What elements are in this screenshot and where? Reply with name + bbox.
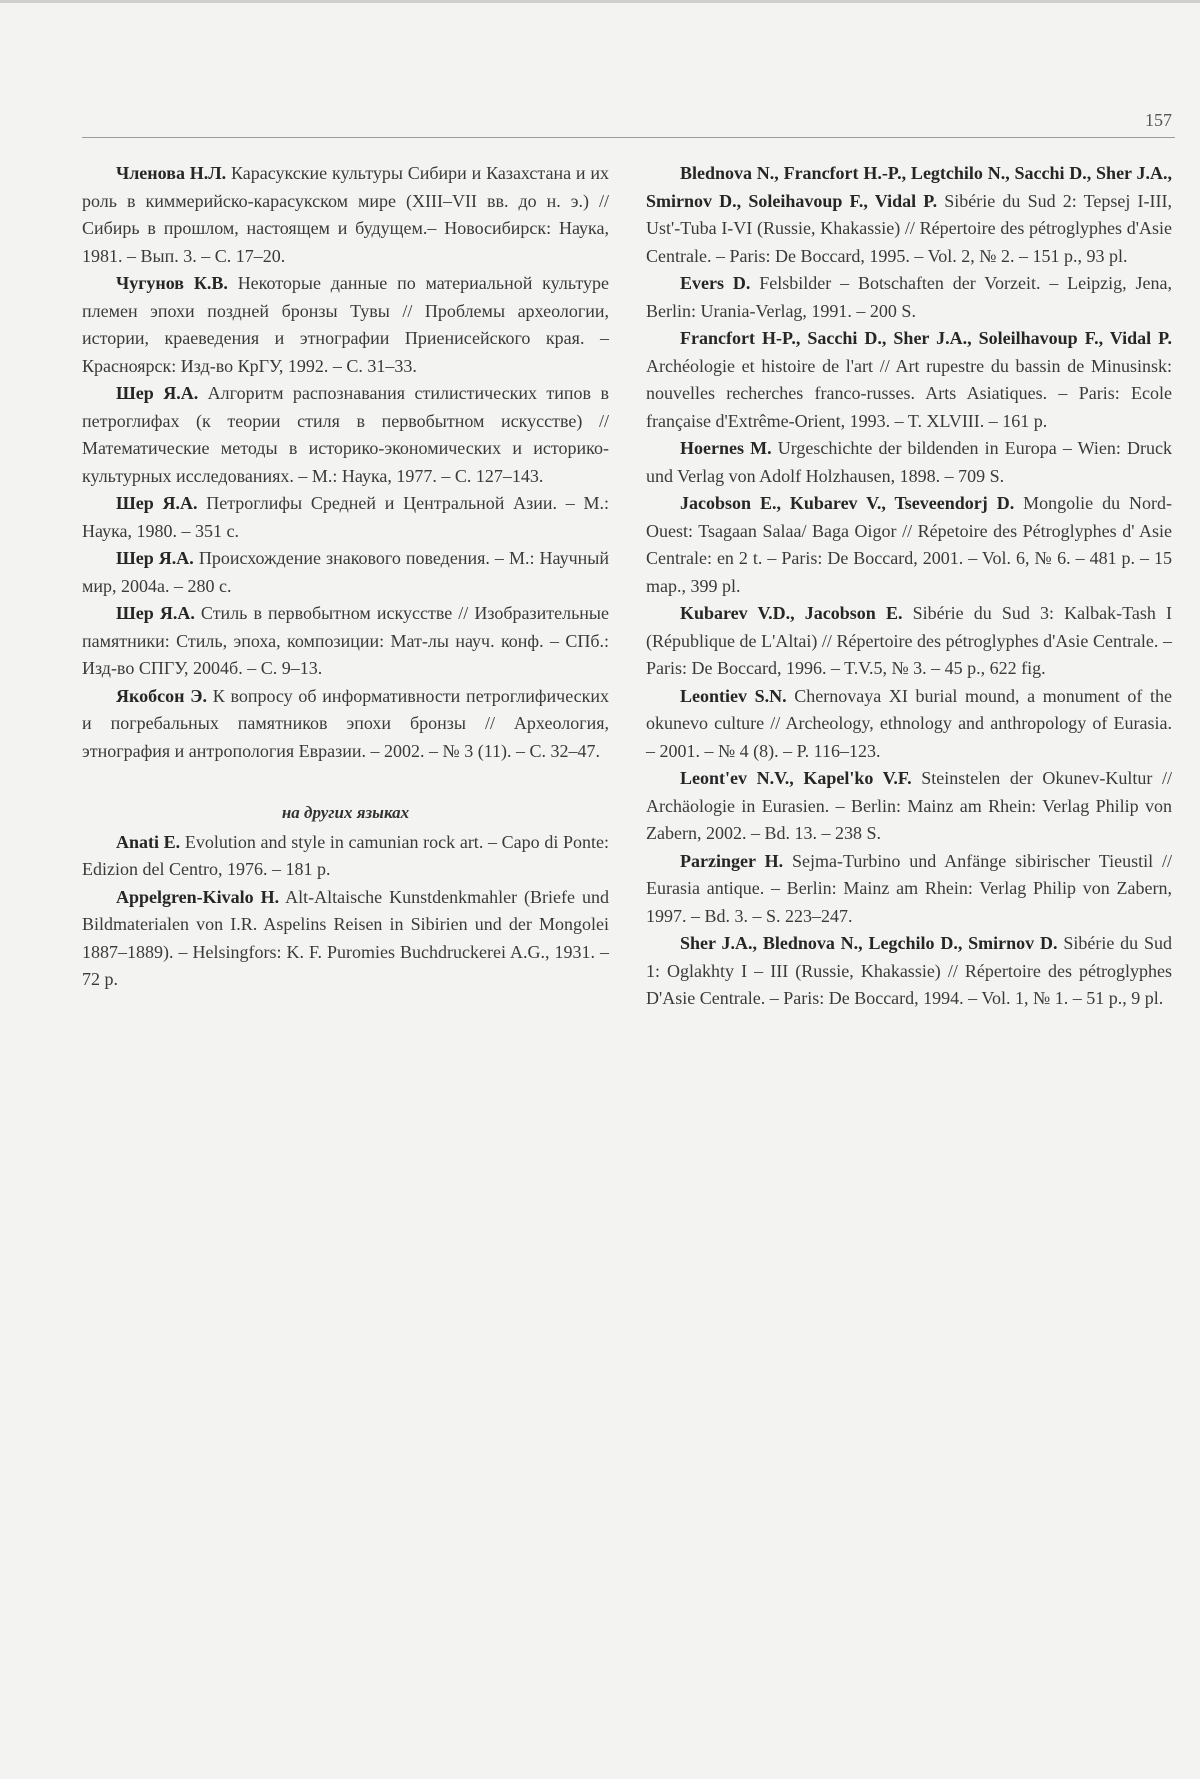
reference-entry (646, 930, 1172, 1013)
page-number: 157 (1145, 110, 1172, 130)
reference-text: Sibérie du Sud 2: Tepsej I-III, Ust'-Tuba I-VI (Russie, Khakassie) // Répertoire des pétroglyphes d'Asie Centrale. – Paris: De Boccard, 1995. – Vol. 2, № 2. – 151 p., 93 pl. (646, 190, 1172, 266)
reference-entry (646, 683, 1172, 766)
reference-author: Parzinger H. (680, 850, 784, 871)
reference-text: Sejma-Turbino und Anfänge sibirischer Tieustil // Eurasia antique. – Berlin: Mainz am Rhein: Verlag Philip von Zabern, 1997. – Bd. 3. – S. 223–247. (646, 850, 1173, 926)
reference-author: Evers D. (680, 273, 751, 293)
reference-author: Якобсон Э. (116, 685, 207, 706)
reference-text: Карасукские культуры Сибири и Казахстана и их роль в киммерийско-карасукском мире (XIII–VII вв. до н. э.) // Сибирь в прошлом, настоящем и будущем.– Новосибирск: Наука, 1981. – Вып. 3. – С. 17–20. (82, 163, 610, 266)
reference-entry (82, 884, 609, 994)
reference-entry (82, 490, 609, 545)
reference-text: Alt-Altaische Kunstdenkmahler (Briefe und Bildmaterialen von I.R. Aspelins Reisen in Sibirien und der Mongolei 1887–1889). – Helsingfors: K. F. Puromies Buchdruckerei A.G., 1931. – 72 p. (82, 886, 609, 989)
reference-text: Chernovaya XI burial mound, a monument of the okunevo culture // Archeology, ethnology and anthropology of Eurasia. – 2001. – № 4 (8). – P. 116–123. (646, 685, 1173, 761)
reference-author: Шер Я.А. (116, 603, 195, 623)
reference-text: Mongolie du Nord-Ouest: Tsagaan Salaa/ Baga Oigor // Répetoire des Pétroglyphes d' Asie Centrale: en 2 t. – Paris: De Boccard, 2001. – Vol. 6, № 6. – 481 p. – 15 map., 399 pl. (646, 493, 1173, 596)
reference-entry (646, 325, 1172, 435)
reference-text: Sibérie du Sud 3: Kalbak-Tash I (République de L'Altai) // Répertoire des pétroglyphes d'Asie Centrale. – Paris: De Boccard, 1996. – T.V.5, № 3. – 45 p., 622 fig. (646, 603, 1172, 678)
reference-entry (646, 435, 1172, 490)
reference-author: Blednova N., Francfort H.-P., Legtchilo N., Sacchi D., Sher J.A., Smirnov D., Soleihavoup F., Vidal P. (646, 163, 1172, 211)
reference-entry (82, 270, 609, 380)
reference-author: Anati E. (116, 831, 181, 852)
reference-author: Jacobson E., Kubarev V., Tseveendorj D. (680, 493, 1015, 513)
reference-text: Происхождение знакового поведения. – М.: Научный мир, 2004а. – 280 с. (82, 548, 609, 596)
foreign-references-continued (646, 160, 1172, 1013)
reference-text: Sibérie du Sud 1: Oglakhty I – III (Russie, Khakassie) // Répertoire des pétroglyphes D'Asie Centrale. – Paris: De Boccard, 1994. – Vol. 1, № 1. – 51 p., 9 pl. (646, 933, 1172, 1008)
reference-entry (82, 545, 609, 600)
reference-entry (82, 380, 609, 490)
reference-author: Шер Я.А. (116, 383, 199, 403)
reference-entry (646, 600, 1172, 683)
reference-text: Некоторые данные по материальной культуре племен эпохи поздней бронзы Тувы // Проблемы археологии, истории, краеведения и этнографии Приенисейского края. – Красноярск: Изд-во КрГУ, 1992. – С. 31–33. (82, 273, 609, 376)
reference-entry (82, 683, 609, 766)
reference-text: Петроглифы Средней и Центральной Азии. – М.: Наука, 1980. – 351 с. (82, 493, 610, 541)
reference-entry (82, 829, 609, 884)
reference-author: Членова Н.Л. (116, 163, 227, 183)
reference-text: Felsbilder – Botschaften der Vorzeit. – Leipzig, Jena, Berlin: Urania-Verlag, 1991. – 200 S. (646, 273, 1172, 321)
reference-text: Алгоритм распознавания стилистических типов в петроглифах (к теории стиля в первобытном искусстве) // Математические методы в историко-экономических и историко-культурных исследованиях. – М.: Наука, 1977. – С. 127–143. (82, 383, 609, 486)
reference-entry (646, 270, 1172, 325)
reference-text: Steinstelen der Okunev-Kultur // Archäologie in Eurasien. – Berlin: Mainz am Rhein: Verlag Philip von Zabern, 2002. – Bd. 13. – 238 S. (646, 768, 1172, 843)
russian-references (82, 160, 609, 765)
reference-entry (646, 490, 1172, 600)
reference-author: Leont'ev N.V., Kapel'ko V.F. (680, 768, 912, 788)
page-top-edge (0, 0, 1200, 3)
reference-author: Шер Я.А. (116, 548, 194, 568)
reference-author: Hoernes M. (680, 438, 772, 458)
right-column (646, 160, 1172, 1013)
reference-entry (82, 600, 609, 683)
reference-author: Kubarev V.D., Jacobson E. (680, 603, 903, 623)
reference-text: Стиль в первобытном искусстве // Изобразительные памятники: Стиль, эпоха, композиции: Мат-лы науч. конф. – СПб.: Изд-во СПГУ, 2004б. – С. 9–13. (82, 603, 610, 678)
reference-author: Шер Я.А. (116, 493, 198, 513)
reference-entry (646, 160, 1172, 270)
reference-author: Francfort H-P., Sacchi D., Sher J.A., Soleilhavoup F., Vidal P. (680, 328, 1172, 348)
reference-author: Чугунов К.В. (116, 273, 228, 293)
reference-text: Archéologie et histoire de l'art // Art rupestre du bassin de Minusinsk: nouvelles recherches franco-russes. Arts Asiatiques. – Paris: Ecole française d'Extrême-Orient, 1993. – T. XLVIII. – 161 p. (646, 355, 1172, 431)
left-column (82, 160, 609, 994)
reference-entry (646, 765, 1172, 848)
reference-author: Appelgren-Kivalo H. (116, 886, 280, 907)
reference-entry (646, 848, 1172, 931)
foreign-languages-heading: на других языках (281, 803, 410, 822)
reference-author: Leontiev S.N. (680, 685, 787, 706)
foreign-references (82, 829, 609, 994)
reference-entry (82, 160, 609, 270)
reference-text: К вопросу об информативности петроглифических и погребальных памятников эпохи бронзы // Археология, этнография и антропология Евразии. – 2002. – № 3 (11). – С. 32–47. (82, 685, 610, 761)
reference-text: Evolution and style in camunian rock art. – Capo di Ponte: Edizion del Centro, 1976. – 181 p. (82, 831, 609, 879)
reference-author: Sher J.A., Blednova N., Legchilo D., Smirnov D. (680, 933, 1058, 953)
reference-text: Urgeschichte der bildenden in Europa – Wien: Druck und Verlag von Adolf Holzhausen, 1898. – 709 S. (646, 438, 1173, 486)
header-rule (82, 137, 1175, 138)
